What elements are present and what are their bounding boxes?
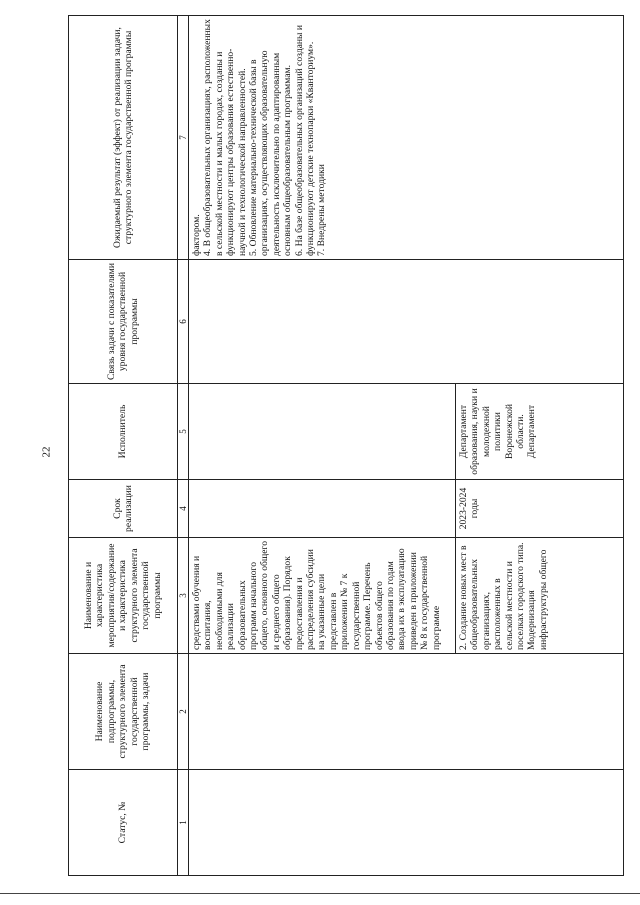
result-paragraph: 5. Обновление материально-технической базы в организациях, осуществляющих образовательную деятельность исключительно по адаптированным основным общеобразовательным программам. [248, 50, 294, 256]
column-number: 5 [178, 384, 189, 480]
header-measure: Наименование и характеристика мероприятия/содержание и характеристика структурного элемента государственной программы [69, 538, 178, 654]
result-paragraph: 6. На базе общеобразовательных организаций созданы и функционируют детские технопарки «Кванториум». [293, 25, 317, 256]
measure-description-1: средствами обучения и воспитания, необходимыми для реализации образовательных программ начального общего, основного общего и среднего общего образования). Порядок предоставления и распределения субсидии на указанные цели представлен в приложении № 7 к государственной программе. Перечень объектов общего образования по годам ввода их в эксплуатацию приведен в приложении № 8 к государственной программе [189, 538, 456, 654]
expected-result-cell [189, 16, 624, 260]
bottom-rule [0, 893, 640, 894]
header-indicators-link: Связь задачи с показателями уровня государственной программы [69, 260, 178, 384]
result-paragraph: 4. В общеобразовательных организациях, расположенных в сельской местности и малых городах, созданы и функционируют центры образования естественно-научной и технологической направленностей. [202, 19, 248, 256]
term-cell-2: 2023-2024 годы [456, 480, 624, 538]
column-number-row [178, 16, 189, 876]
status-cell [189, 770, 624, 876]
indicators-link-cell [189, 260, 624, 384]
result-paragraph: фактором. [191, 214, 202, 256]
header-row [69, 16, 178, 876]
header-executor: Исполнитель [69, 384, 178, 480]
executor-cell-1 [189, 384, 456, 480]
executor-cell-2: Департамент образования, науки и молодежной политики Воронежской области. Департамент [456, 384, 624, 480]
header-status: Статус, № [69, 770, 178, 876]
page-number [40, 432, 52, 472]
result-paragraph: 7. Внедрены методики [316, 164, 328, 256]
subprogram-cell [189, 654, 624, 770]
column-number: 3 [178, 538, 189, 654]
column-number: 6 [178, 260, 189, 384]
column-number: 2 [178, 654, 189, 770]
column-number: 4 [178, 480, 189, 538]
program-table [68, 15, 624, 876]
measure-description-2: 2. Создание новых мест в общеобразовательных организациях, расположенных в сельской местности и поселках городского типа. Модернизация инфраструктуры общего [456, 538, 624, 654]
page-number-text: 22 [40, 446, 52, 458]
term-cell-1 [189, 480, 456, 538]
column-number: 1 [178, 770, 189, 876]
rotated-content [68, 16, 624, 876]
column-number: 7 [178, 16, 189, 260]
header-subprogram: Наименование подпрограммы, структурного элемента государственной программы, задачи [69, 654, 178, 770]
rotated-page [68, 16, 624, 876]
header-expected-result: Ожидаемый результат (эффект) от реализации задачи, структурного элемента государственной программы [69, 16, 178, 260]
table-row [189, 16, 456, 876]
header-term: Срок реализации [69, 480, 178, 538]
